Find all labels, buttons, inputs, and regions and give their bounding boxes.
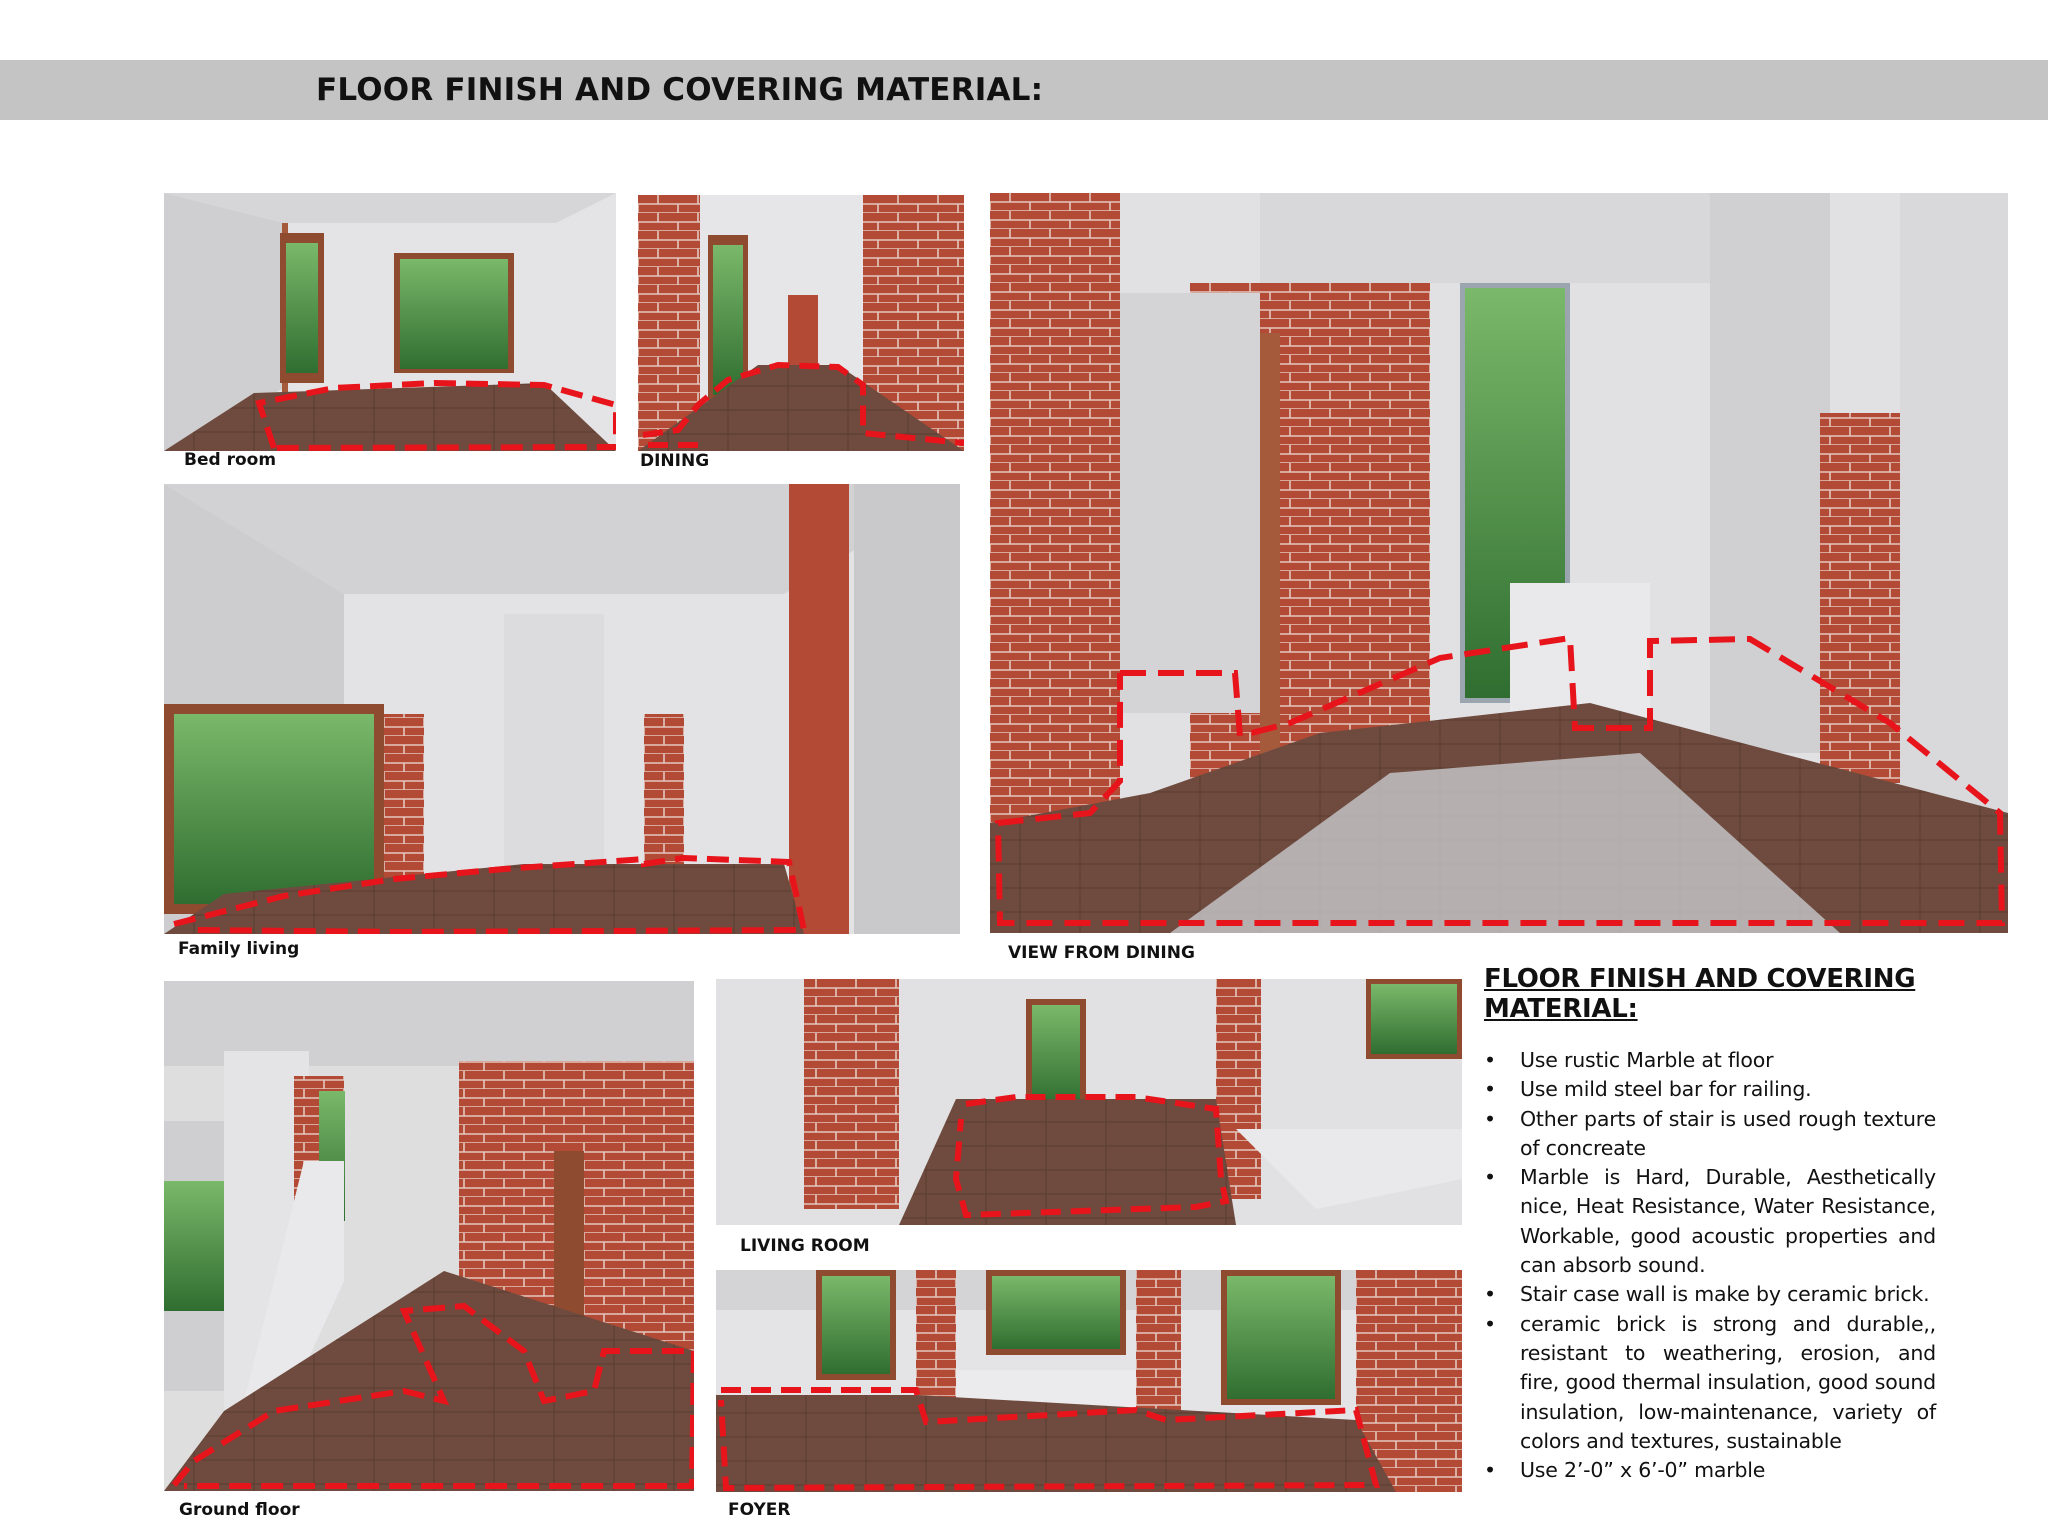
bullet-icon: •: [1484, 1077, 1496, 1102]
bullet-icon: •: [1484, 1458, 1496, 1483]
dining-caption: DINING: [640, 451, 710, 471]
bullet-icon: •: [1484, 1165, 1496, 1190]
notes-panel: [1484, 964, 1936, 1485]
ground-floor-caption: Ground floor: [179, 1500, 300, 1520]
bullet-icon: •: [1484, 1106, 1496, 1131]
notes-item-text: Stair case wall is make by ceramic brick.: [1520, 1282, 1930, 1307]
notes-list: [1484, 1046, 1936, 1485]
foyer-caption: FOYER: [728, 1500, 791, 1520]
bedroom-render: [164, 193, 616, 451]
view-from-dining-caption: VIEW FROM DINING: [1008, 943, 1195, 963]
bullet-icon: •: [1484, 1311, 1496, 1336]
notes-item-text: Marble is Hard, Durable, Aesthetically nice, Heat Resistance, Water Resistance, Workable, good acoustic properties and can absorb sound.: [1520, 1165, 1936, 1278]
notes-item: [1484, 1163, 1936, 1280]
family-living-caption: Family living: [178, 939, 300, 959]
notes-item-text: Use rustic Marble at floor: [1520, 1048, 1774, 1072]
bullet-icon: •: [1484, 1282, 1496, 1307]
notes-heading: FLOOR FINISH AND COVERING MATERIAL:: [1484, 964, 1916, 1024]
foyer-render: [716, 1270, 1462, 1492]
ground-floor-render: [164, 981, 694, 1491]
family-living-render: [164, 484, 960, 934]
view-from-dining-render: [990, 193, 2008, 933]
notes-item-text: Other parts of stair is used rough texture of concreate: [1520, 1106, 1936, 1160]
living-room-render: [716, 979, 1462, 1225]
notes-item-text: ceramic brick is strong and durable,, resistant to weathering, erosion, and fire, good thermal insulation, good sound insulation, low-maintenance, variety of colors and textures, sustainable: [1520, 1311, 1936, 1453]
notes-item: [1484, 1310, 1936, 1456]
page-title: FLOOR FINISH AND COVERING MATERIAL:: [316, 72, 1044, 108]
notes-item: [1484, 1075, 1936, 1104]
notes-item: [1484, 1105, 1936, 1164]
dining-render: [638, 195, 964, 451]
notes-item: [1484, 1046, 1936, 1075]
living-room-caption: LIVING ROOM: [740, 1236, 870, 1256]
notes-item-text: Use mild steel bar for railing.: [1520, 1077, 1812, 1102]
notes-item-text: Use 2’-0” x 6’-0” marble: [1520, 1458, 1766, 1483]
notes-item: [1484, 1280, 1936, 1309]
bullet-icon: •: [1484, 1048, 1496, 1072]
notes-item: [1484, 1456, 1936, 1485]
bedroom-caption: Bed room: [184, 450, 277, 470]
